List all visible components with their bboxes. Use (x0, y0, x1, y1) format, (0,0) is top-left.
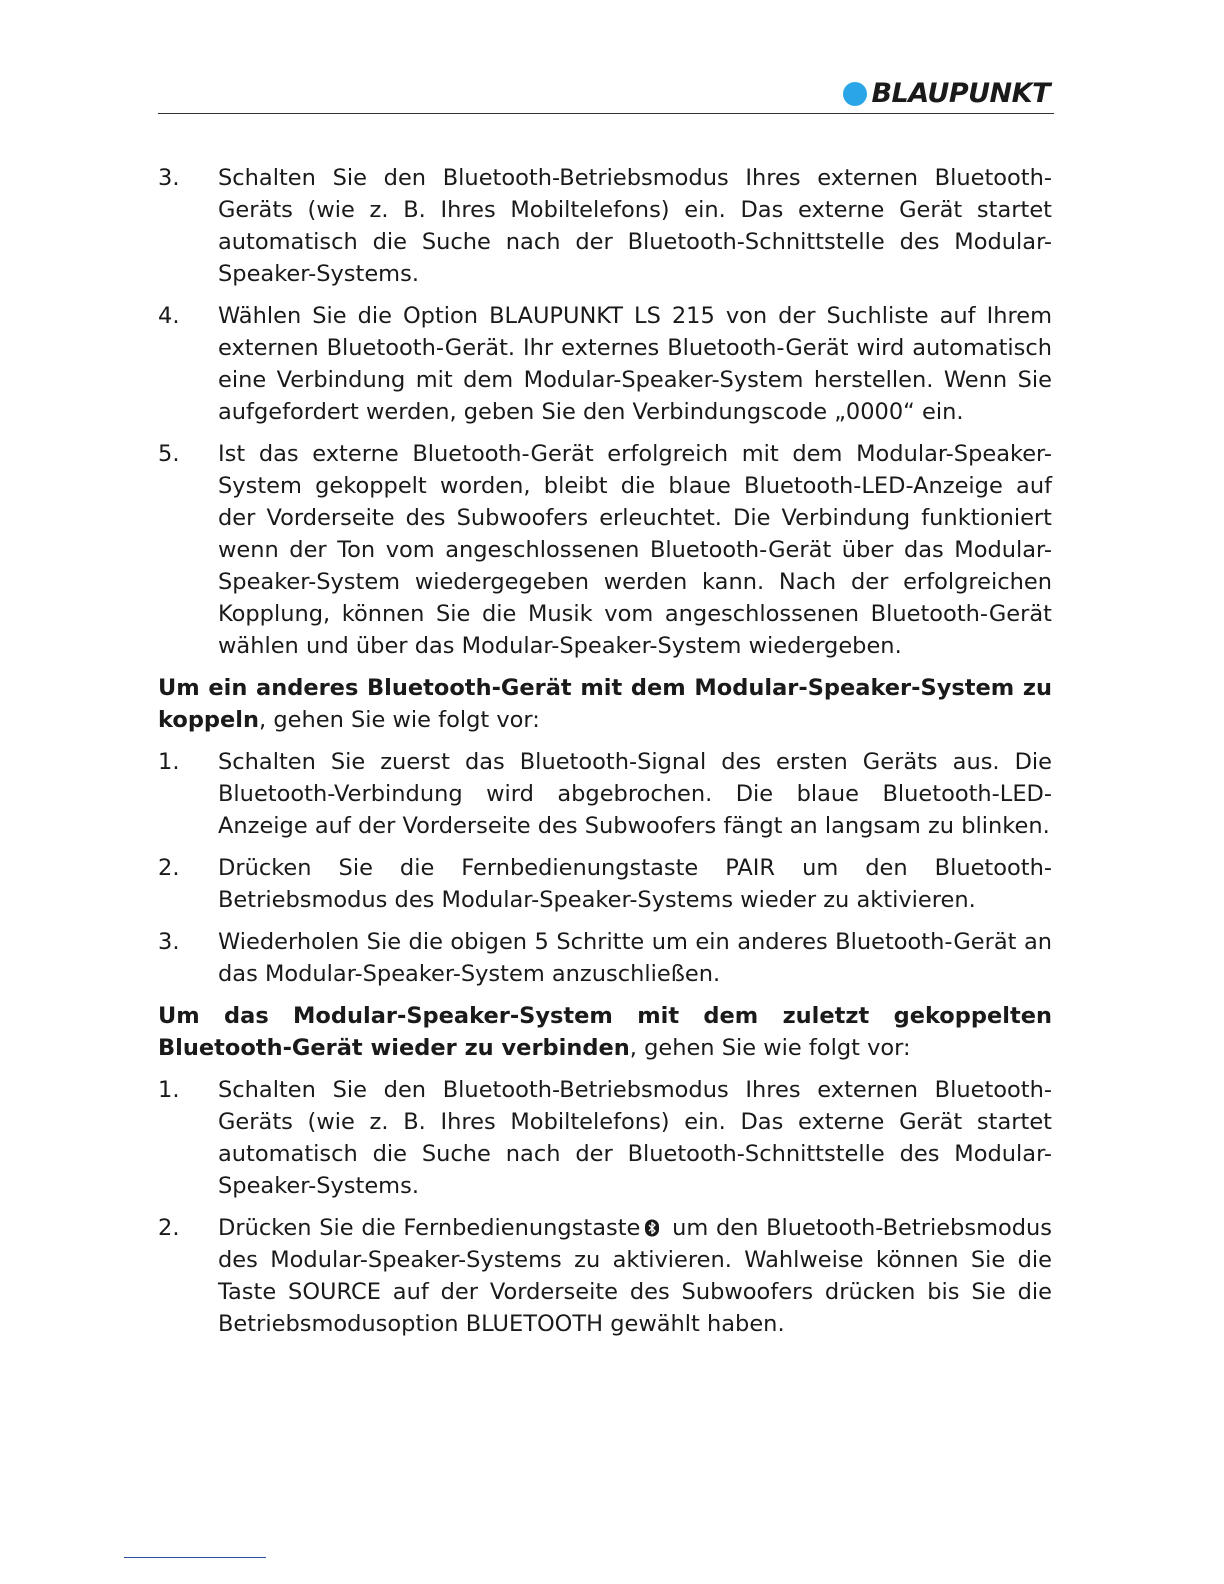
list-number: 1. (158, 1077, 180, 1103)
list-item (158, 162, 1052, 290)
brand-name: BLAUPUNKT (871, 78, 1050, 109)
section-heading-pair-other-device (158, 672, 1052, 736)
list-number: 4. (158, 303, 180, 329)
section-heading-reconnect (158, 1000, 1052, 1064)
list-text: Ist das externe Bluetooth-Gerät erfolgreich mit dem Modular-Speaker-System gekoppelt worden, bleibt die blaue Bluetooth-LED-Anzeige auf der Vorderseite des Subwoofers erleuchtet. Die Verbindung funktioniert wenn der Ton vom angeschlossenen Bluetooth-Gerät über das Modular-Speaker-System wiedergegeben werden kann. Nach der erfolgreichen Kopplung, können Sie die Musik vom angeschlossenen Bluetooth-Gerät wählen und über das Modular-Speaker-System wiedergeben. (218, 441, 1052, 659)
list-number: 1. (158, 749, 180, 775)
brand-logo (843, 78, 1050, 109)
heading-rest: , gehen Sie wie folgt vor: (629, 1035, 911, 1061)
list-item (158, 300, 1052, 428)
list-text: Schalten Sie den Bluetooth-Betriebsmodus Ihres externen Bluetooth-Geräts (wie z. B. Ihres Mobiltelefons) ein. Das externe Gerät startet automatisch die Suche nach der Bluetooth-Schnittstelle des Modular-Speaker-Systems. (218, 165, 1052, 287)
list-number: 3. (158, 165, 180, 191)
page-content (158, 162, 1052, 1350)
list-item (158, 926, 1052, 990)
bluetooth-icon (644, 1219, 660, 1237)
heading-bold: Um ein anderes Bluetooth-Gerät mit dem Modular-Speaker-System zu koppeln (158, 675, 1052, 733)
list-text (218, 1212, 1052, 1340)
brand-dot-icon (843, 82, 867, 106)
footer-divider (124, 1557, 266, 1558)
list-text: Schalten Sie zuerst das Bluetooth-Signal des ersten Geräts aus. Die Bluetooth-Verbindung wird abgebrochen. Die blaue Bluetooth-LED-Anzeige auf der Vorderseite des Subwoofers fängt an langsam zu blinken. (218, 749, 1052, 839)
list-text: Wählen Sie die Option BLAUPUNKT LS 215 von der Suchliste auf Ihrem externen Bluetooth-Gerät. Ihr externes Bluetooth-Gerät wird automatisch eine Verbindung mit dem Modular-Speaker-System herstellen. Wenn Sie aufgefordert werden, geben Sie den Verbindungscode „0000“ ein. (218, 303, 1052, 425)
list-item (158, 746, 1052, 842)
list-item (158, 438, 1052, 662)
text-after-icon: um den Bluetooth-Betriebsmodus des Modular-Speaker-Systems zu aktivieren. Wahlweise können Sie die Taste SOURCE auf der Vorderseite des Subwoofers drücken bis Sie die Betriebsmodusoption BLUETOOTH gewählt haben. (218, 1215, 1053, 1337)
list-item (158, 1212, 1052, 1340)
list-text: Drücken Sie die Fernbedienungstaste PAIR um den Bluetooth-Betriebsmodus des Modular-Speaker-Systems wieder zu aktivieren. (218, 855, 1052, 913)
list-text: Schalten Sie den Bluetooth-Betriebsmodus Ihres externen Bluetooth-Geräts (wie z. B. Ihres Mobiltelefons) ein. Das externe Gerät startet automatisch die Suche nach der Bluetooth-Schnittstelle des Modular-Speaker-Systems. (218, 1077, 1052, 1199)
list-number: 5. (158, 441, 180, 467)
list-item (158, 852, 1052, 916)
list-number: 2. (158, 855, 180, 881)
list-number: 2. (158, 1215, 180, 1241)
heading-bold: Um das Modular-Speaker-System mit dem zuletzt gekoppelten Bluetooth-Gerät wieder zu verbinden (158, 1003, 1052, 1061)
list-text: Wiederholen Sie die obigen 5 Schritte um ein anderes Bluetooth-Gerät an das Modular-Speaker-System anzuschließen. (218, 929, 1052, 987)
page-header (158, 74, 1054, 114)
list-number: 3. (158, 929, 180, 955)
text-before-icon: Drücken Sie die Fernbedienungstaste (218, 1215, 641, 1241)
list-item (158, 1074, 1052, 1202)
header-divider (158, 113, 1054, 114)
heading-rest: , gehen Sie wie folgt vor: (259, 707, 540, 733)
